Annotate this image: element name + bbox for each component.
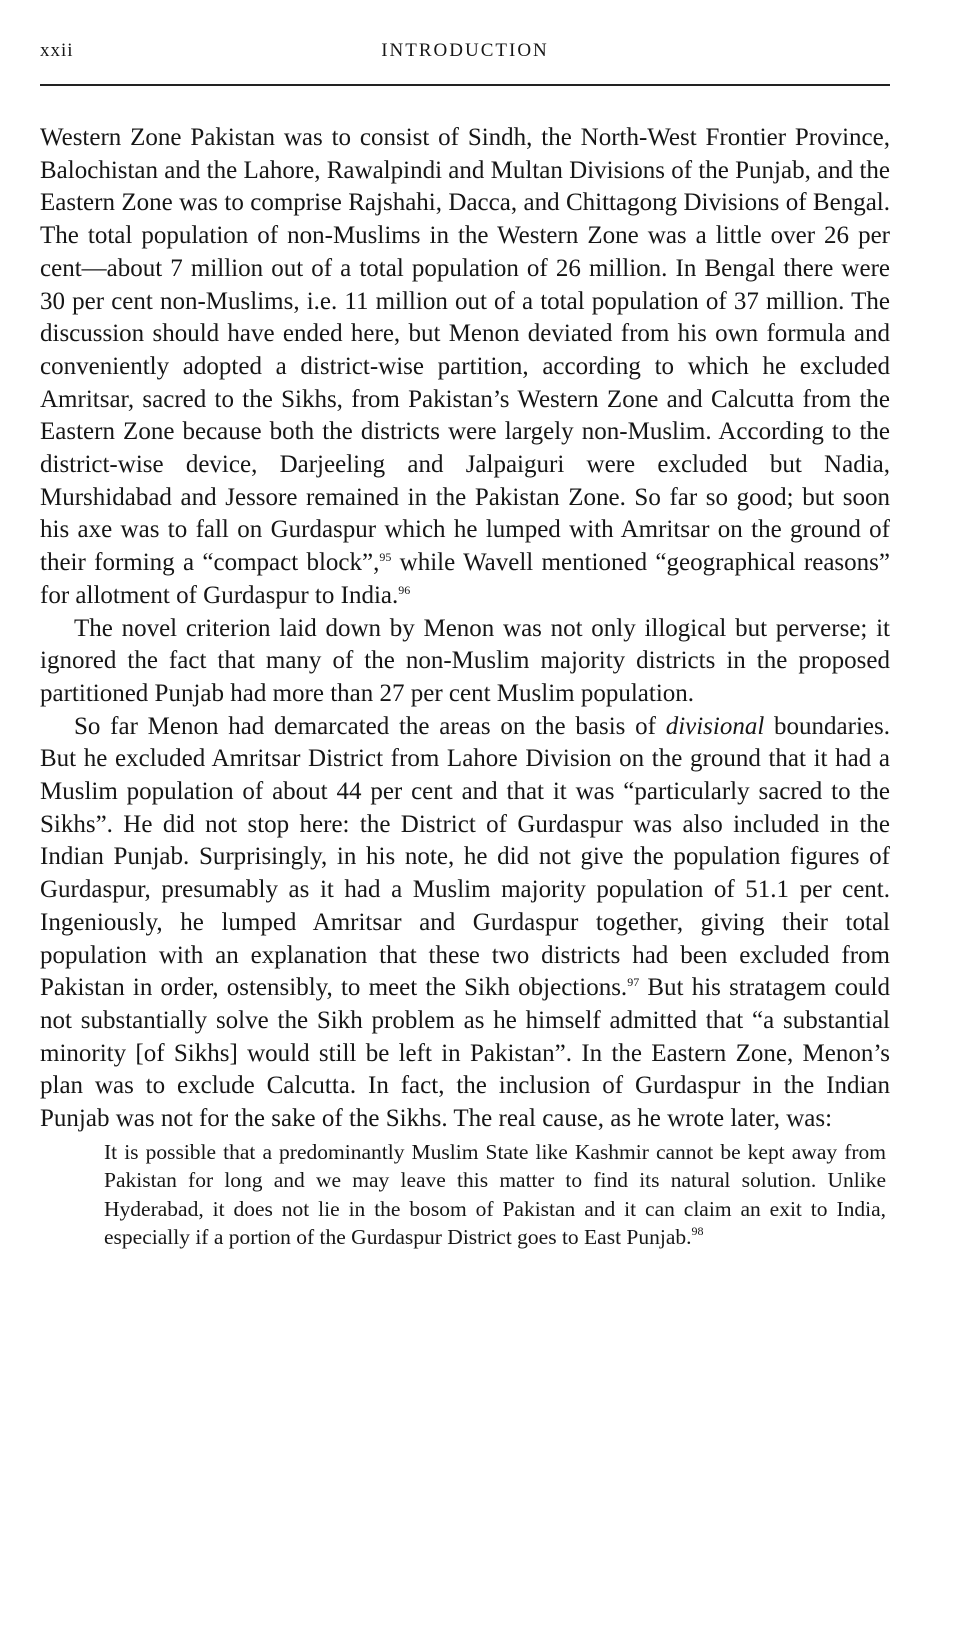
block-quote-text: It is possible that a predominantly Muslim State like Kashmir cannot be kept away from Pakistan for long and we may leave this matter to find its natural solution. Unlike Hyderabad, it does not lie in the bosom of Pakistan and it can claim an exit to India, especially if a portion of the Gurdaspur District goes to East Punjab. [104,1139,886,1250]
block-quote [104,1138,886,1252]
page-number: xxii [40,40,74,61]
paragraph-3 [40,711,890,1136]
footnote-ref-95: 95 [379,550,392,565]
running-head: INTRODUCTION [381,40,549,61]
footnote-ref-97: 97 [627,975,640,990]
page-header [40,40,890,70]
paragraph-1-text-b: while Wavell mentioned “geographical reasons” for allotment of Gurdaspur to India. [40,549,890,609]
paragraph-1-text-a: Western Zone Pakistan was to consist of Sindh, the North-West Frontier Province, Balochistan and the Lahore, Rawalpindi and Multan Divisions of the Punjab, and the Eastern Zone was to comprise Rajshahi, Dacca, and Chittagong Divisions of Bengal. The total population of non-Muslims in the Western Zone was a little over 26 per cent—about 7 million out of a total population of 26 million. In Bengal there were 30 per cent non-Muslims, i.e. 11 million out of a total population of 37 million. The discussion should have ended here, but Menon deviated from his own formula and conveniently adopted a district-wise partition, according to which he excluded Amritsar, sacred to the Sikhs, from Pakistan’s Western Zone and Calcutta from the Eastern Zone because both the districts were largely non-Muslim. According to the district-wise device, Darjeeling and Jalpaiguri were excluded but Nadia, Murshidabad and Jessore remained in the Pakistan Zone. So far so good; but soon his axe was to fall on Gurdaspur which he lumped with Amritsar on the ground of their forming a “compact block”, [40,124,890,577]
paragraph-3-text-a: So far Menon had demarcated the areas on the basis of [74,712,666,740]
footnote-ref-96: 96 [398,582,411,597]
header-rule [40,84,890,86]
paragraph-3-text-c: But his stratagem could not substantially solve the Sikh problem as he himself admitted that “a substantial minority [of Sikhs] would still be left in Pakistan”. In the Eastern Zone, Menon’s plan was to exclude Calcutta. In fact, the inclusion of Gurdaspur in the Indian Punjab was not for the sake of the Sikhs. The real cause, as he wrote later, was: [40,974,890,1133]
paragraph-2: The novel criterion laid down by Menon was not only illogical but perverse; it ignored the fact that many of the non-Muslim majority districts in the proposed partitioned Punjab had more than 27 per cent Muslim population. [40,614,890,707]
body-text [40,122,890,1252]
footnote-ref-98: 98 [691,1224,704,1239]
paragraph-3-text-b: boundaries. But he excluded Amritsar District from Lahore Division on the ground that it had a Muslim population of about 44 per cent and that it was “particularly sacred to the Sikhs”. He did not stop here: the District of Gurdaspur was also included in the Indian Punjab. Surprisingly, in his note, he did not give the population figures of Gurdaspur, presumably as it had a Muslim majority population of 51.1 per cent. Ingeniously, he lumped Amritsar and Gurdaspur together, giving their total population with an explanation that these two districts had been excluded from Pakistan in order, ostensibly, to meet the Sikh objections. [40,712,890,1002]
paragraph-3-italic: divisional [665,712,765,740]
paragraph-1 [40,122,890,613]
